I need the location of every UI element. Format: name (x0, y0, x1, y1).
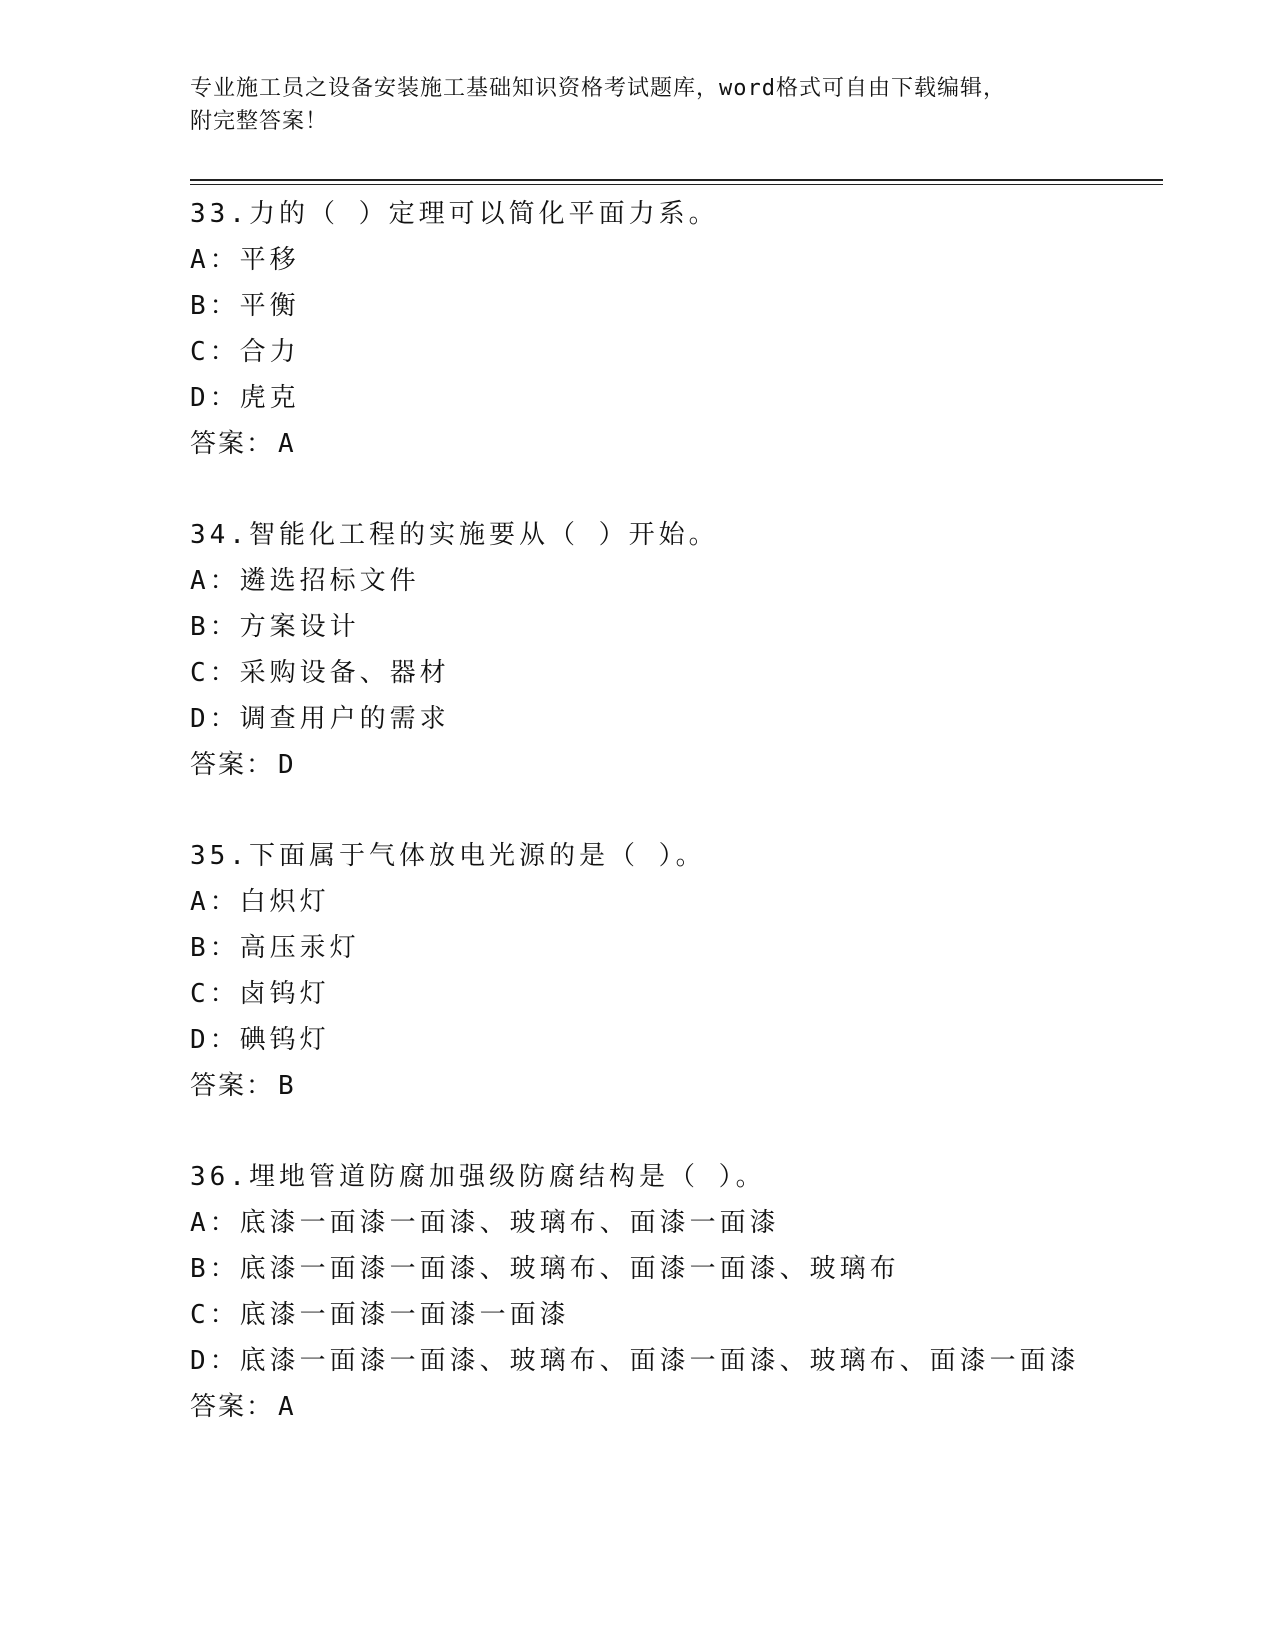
question-block (190, 833, 1150, 1109)
header-divider-thick (190, 179, 1163, 181)
question-block (190, 512, 1150, 788)
answer-value: A (278, 429, 294, 459)
question-stem: 35.下面属于气体放电光源的是（ ）。 (190, 841, 706, 871)
option-a: A：白炽灯 (190, 887, 330, 917)
option-c: C：合力 (190, 337, 300, 367)
question-stem: 34.智能化工程的实施要从（ ）开始。 (190, 520, 719, 550)
option-c: C：底漆一面漆一面漆一面漆 (190, 1300, 570, 1330)
document-header (190, 72, 1090, 138)
header-divider-thin (190, 184, 1163, 185)
question-stem: 33.力的（ ）定理可以简化平面力系。 (190, 199, 719, 229)
answer-value: B (278, 1071, 294, 1101)
header-line-2: 附完整答案！ (190, 109, 329, 134)
answer-line (190, 1384, 1150, 1430)
option-a: A：遴选招标文件 (190, 566, 420, 596)
option-b: B：方案设计 (190, 612, 360, 642)
option-b: B：高压汞灯 (190, 933, 360, 963)
question-block (190, 1154, 1150, 1430)
option-c: C：采购设备、器材 (190, 658, 450, 688)
option-a: A：底漆一面漆一面漆、玻璃布、面漆一面漆 (190, 1208, 780, 1238)
answer-label: 答案： (190, 1071, 275, 1101)
option-c: C：卤钨灯 (190, 979, 330, 1009)
question-stem: 36.埋地管道防腐加强级防腐结构是（ ）。 (190, 1162, 766, 1192)
option-b: B：底漆一面漆一面漆、玻璃布、面漆一面漆、玻璃布 (190, 1254, 900, 1284)
answer-line (190, 742, 1150, 788)
option-d: D：调查用户的需求 (190, 704, 450, 734)
answer-label: 答案： (190, 750, 275, 780)
answer-label: 答案： (190, 429, 275, 459)
question-block (190, 191, 1150, 467)
answer-line (190, 1063, 1150, 1109)
option-d: D：碘钨灯 (190, 1025, 330, 1055)
answer-label: 答案： (190, 1392, 275, 1422)
option-b: B：平衡 (190, 291, 300, 321)
answer-line (190, 421, 1150, 467)
header-line-1: 专业施工员之设备安装施工基础知识资格考试题库，word格式可自由下载编辑， (190, 76, 1006, 101)
answer-value: D (278, 750, 294, 780)
option-d: D：底漆一面漆一面漆、玻璃布、面漆一面漆、玻璃布、面漆一面漆 (190, 1346, 1080, 1376)
option-a: A：平移 (190, 245, 300, 275)
option-d: D：虎克 (190, 383, 300, 413)
answer-value: A (278, 1392, 294, 1422)
